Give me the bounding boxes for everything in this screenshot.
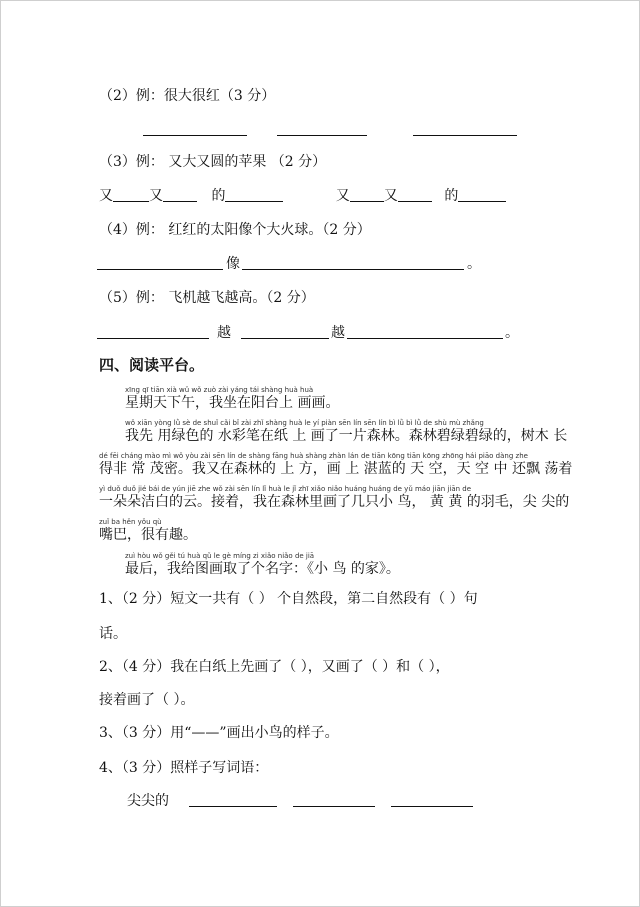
passage-line: 我先 用绿色的 水彩笔在纸 上 画了一片森林。森林碧绿碧绿的，树木 长 <box>125 428 568 444</box>
question-2: 2、（4 分）我在白纸上先画了（ ），又画了（ ）和（ ）， <box>99 659 450 675</box>
q3-you-4: 又 <box>383 188 398 204</box>
passage-line: 星期天下午，我坐在阳台上 画画。 <box>125 395 340 411</box>
q4-word-blank-3[interactable] <box>391 806 473 807</box>
passage-line: 最后，我给图画取了个名字：《小 鸟 的家》。 <box>125 561 400 577</box>
q5-period: 。 <box>505 325 519 341</box>
q5-blank-1[interactable] <box>97 338 209 339</box>
q4-label: （4）例： 红红的太阳像个大火球。（2 分） <box>99 222 371 238</box>
pinyin-line: zuì hòu wǒ gěi tú huà qǔ le gè míng zi xiǎo niǎo de jiā <box>125 552 315 560</box>
q2-label: （2）例：很大很红（3 分） <box>99 88 276 104</box>
passage-line: 得非 常 茂密。我又在森林的 上 方，画 上 湛蓝的 天 空，天 空 中 还飘 荡着 <box>99 461 573 477</box>
q4-blank-1[interactable] <box>97 269 223 270</box>
q4-xiang: 像 <box>226 256 240 272</box>
q4-word-blank-1[interactable] <box>189 806 277 807</box>
q5-blank-2[interactable] <box>241 338 329 339</box>
q2-blank-3[interactable] <box>413 135 517 136</box>
q5-blank-3[interactable] <box>347 338 503 339</box>
q3-you-2: 又 <box>149 188 163 204</box>
q4-period: 。 <box>467 256 481 272</box>
section-title: 四、阅读平台。 <box>99 356 205 374</box>
q3-de-2: 的 <box>444 188 459 204</box>
question-1: 1、（2 分）短文一共有（ ） 个自然段，第二自然段有（ ）句 <box>99 591 478 607</box>
q3-blank-1[interactable] <box>113 187 149 202</box>
q3-answer-line <box>99 187 506 205</box>
q3-de-1: 的 <box>211 188 226 204</box>
q3-blank-2[interactable] <box>163 187 197 202</box>
q3-blank-4[interactable] <box>350 187 384 202</box>
passage-line: 一朵朵洁白的云。接着，我在森林里画了几只小 鸟， 黄 黄 的羽毛，尖 尖的 <box>99 494 570 510</box>
question-4: 4、（3 分）照样子写词语： <box>99 760 269 776</box>
q3-blank-3[interactable] <box>225 187 283 202</box>
q5-yue-2: 越 <box>331 325 345 341</box>
q4-blank-2[interactable] <box>242 269 464 270</box>
q3-blank-6[interactable] <box>458 187 506 202</box>
q3-blank-5[interactable] <box>398 187 432 202</box>
q5-label: （5）例： 飞机越飞越高。（2 分） <box>99 290 315 306</box>
pinyin-line: wǒ xiān yòng lǜ sè de shuǐ cǎi bǐ zài zhǐ shàng huà le yí piàn sēn lín sēn lín bì lǜ bì lǜ de shù mù zhǎng <box>125 419 484 427</box>
q3-you-3: 又 <box>335 188 350 204</box>
q2-blank-1[interactable] <box>143 135 247 136</box>
pinyin-line: xīng qī tiān xià wǔ wǒ zuò zài yáng tái shàng huà huà <box>125 386 314 394</box>
pinyin-line: zuǐ ba hěn yǒu qù <box>99 518 162 526</box>
q3-you-1: 又 <box>99 188 113 204</box>
question-1-cont: 话。 <box>99 626 127 642</box>
q2-blank-2[interactable] <box>277 135 367 136</box>
q3-label: （3）例： 又大又圆的苹果 （2 分） <box>99 154 327 170</box>
pinyin-line: yì duǒ duǒ jié bái de yún jiē zhe wǒ zài sēn lín lǐ huà le jǐ zhī xiǎo niǎo huáng huáng de yǔ máo jiān jiān de <box>99 485 472 493</box>
pinyin-line: dé fēi cháng mào mì wǒ yòu zài sēn lín de shàng fāng huà shàng zhàn lán de tiān kōng tiān kōng zhōng hái piāo dàng zhe <box>99 452 528 460</box>
question-3: 3、（3 分）用“——”画出小鸟的样子。 <box>99 725 339 741</box>
passage-line: 嘴巴，很有趣。 <box>99 527 197 543</box>
question-2-cont: 接着画了（ ）。 <box>99 692 195 708</box>
question-4-example: 尖尖的 <box>127 793 169 809</box>
q5-yue-1: 越 <box>217 325 231 341</box>
q4-word-blank-2[interactable] <box>293 806 375 807</box>
